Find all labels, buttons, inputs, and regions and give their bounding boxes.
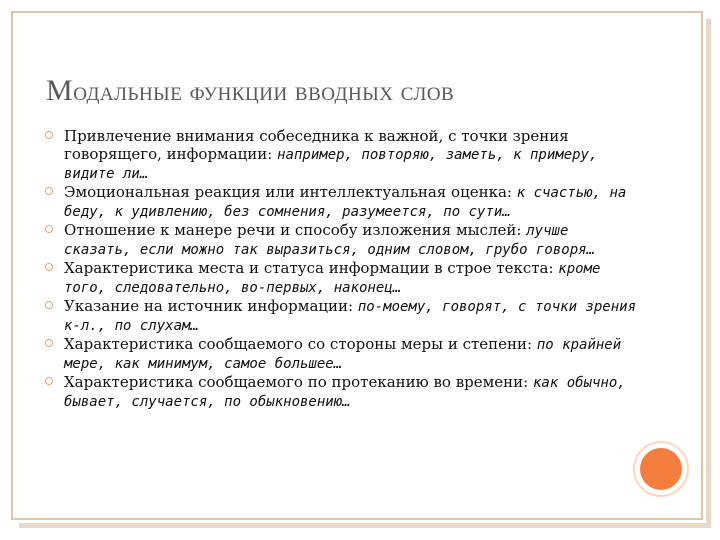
item-examples: кроме того, следовательно, во-первых, наконец… [64, 261, 601, 296]
item-text: Привлечение внимания собеседника к важной, с точки зрения говорящего, информации: [64, 127, 569, 163]
bullet-list [44, 127, 644, 411]
item-text: Характеристика сообщаемого со стороны меры и степени: [64, 335, 537, 353]
list-item [44, 297, 644, 335]
bullet-icon [45, 187, 53, 195]
item-text: Эмоциональная реакция или интеллектуальная оценка: [64, 183, 517, 201]
bullet-icon [45, 263, 53, 271]
decorative-circle [640, 448, 682, 490]
bullet-icon [45, 377, 53, 385]
list-item [44, 259, 644, 297]
list-item [44, 221, 644, 259]
bullet-icon [45, 339, 53, 347]
item-examples: по-моему, говорят, с точки зрения к-л., по слухам… [64, 299, 637, 334]
list-item [44, 127, 644, 183]
item-examples: как обычно, бывает, случается, по обыкновению… [64, 375, 626, 410]
item-text: Характеристика сообщаемого по протеканию во времени: [64, 373, 533, 391]
item-text: Указание на источник информации: [64, 297, 358, 315]
bullet-icon [45, 301, 53, 309]
title-rest: одальные функции вводных слов [73, 76, 455, 106]
item-examples: лучше сказать, если можно так выразиться, одним словом, грубо говоря… [64, 223, 596, 258]
title-lead: М [46, 74, 74, 107]
bullet-icon [45, 225, 53, 233]
item-examples: например, повторяю, заметь, к примеру, видите ли… [64, 147, 598, 182]
item-examples: к счастью, на беду, к удивлению, без сомнения, разумеется, по сути… [64, 185, 627, 220]
item-examples: по крайней мере, как минимум, самое большее… [64, 337, 622, 372]
bullet-icon [45, 131, 53, 139]
list-item [44, 335, 644, 373]
item-text: Характеристика места и статуса информации в строе текста: [64, 259, 559, 277]
item-text: Отношение к манере речи и способу изложения мыслей: [64, 221, 527, 239]
list-item [44, 183, 644, 221]
list-item [44, 373, 644, 411]
slide-title [46, 74, 666, 108]
